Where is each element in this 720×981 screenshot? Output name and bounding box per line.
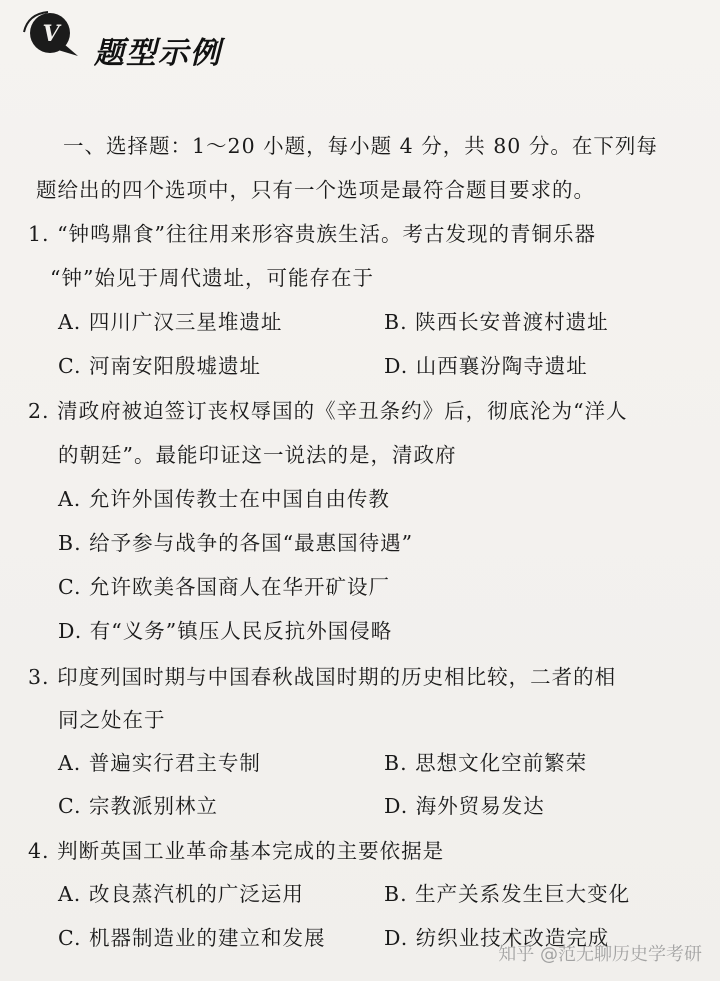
q1-option-d[interactable]: D. 山西襄汾陶寺遗址 <box>384 354 588 378</box>
q3-stem-line-2: 同之处在于 <box>58 708 166 732</box>
q3-stem-line-1: 3. 印度列国时期与中国春秋战国时期的历史相比较，二者的相 <box>28 665 617 689</box>
q2-option-a[interactable]: A. 允许外国传教士在中国自由传教 <box>58 487 390 511</box>
q4-option-a[interactable]: A. 改良蒸汽机的广泛运用 <box>58 882 304 906</box>
q3-option-b[interactable]: B. 思想文化空前繁荣 <box>384 751 588 775</box>
q2-stem-line-1: 2. 清政府被迫签订丧权辱国的《辛丑条约》后，彻底沦为“洋人 <box>28 399 628 423</box>
q4-option-b[interactable]: B. 生产关系发生巨大变化 <box>384 882 631 906</box>
q2-stem-line-2: 的朝廷”。最能印证这一说法的是，清政府 <box>58 443 457 467</box>
section-title: 题型示例 <box>94 36 222 71</box>
q3-option-c[interactable]: C. 宗教派别林立 <box>58 794 218 818</box>
q1-option-c[interactable]: C. 河南安阳殷墟遗址 <box>58 354 261 378</box>
watermark: 知乎 @范无聊历史学考研 <box>498 944 702 965</box>
badge-letter: V <box>42 21 60 47</box>
intro-line-2: 题给出的四个选项中，只有一个选项是最符合题目要求的。 <box>36 178 595 202</box>
q4-option-c[interactable]: C. 机器制造业的建立和发展 <box>58 926 326 950</box>
section-badge <box>14 10 78 60</box>
q1-option-b[interactable]: B. 陕西长安普渡村遗址 <box>384 310 609 334</box>
q2-option-d[interactable]: D. 有“义务”镇压人民反抗外国侵略 <box>58 619 393 643</box>
q1-stem-line-2: “钟”始见于周代遗址，可能存在于 <box>50 266 374 290</box>
q4-stem-line-1: 4. 判断英国工业革命基本完成的主要依据是 <box>28 839 445 863</box>
q1-stem-line-1: 1. “钟鸣鼎食”往往用来形容贵族生活。考古发现的青铜乐器 <box>28 222 597 246</box>
q4-option-d[interactable]: D. 纺织业技术改造完成 <box>384 926 610 950</box>
q2-option-b[interactable]: B. 给予参与战争的各国“最惠国待遇” <box>58 531 414 555</box>
q3-option-d[interactable]: D. 海外贸易发达 <box>384 794 545 818</box>
q3-option-a[interactable]: A. 普遍实行君主专制 <box>58 751 261 775</box>
intro-line-1: 一、选择题：1～20 小题，每小题 4 分，共 80 分。在下列每 <box>63 134 658 158</box>
q2-option-c[interactable]: C. 允许欧美各国商人在华开矿设厂 <box>58 575 390 599</box>
q1-option-a[interactable]: A. 四川广汉三星堆遗址 <box>58 310 283 334</box>
